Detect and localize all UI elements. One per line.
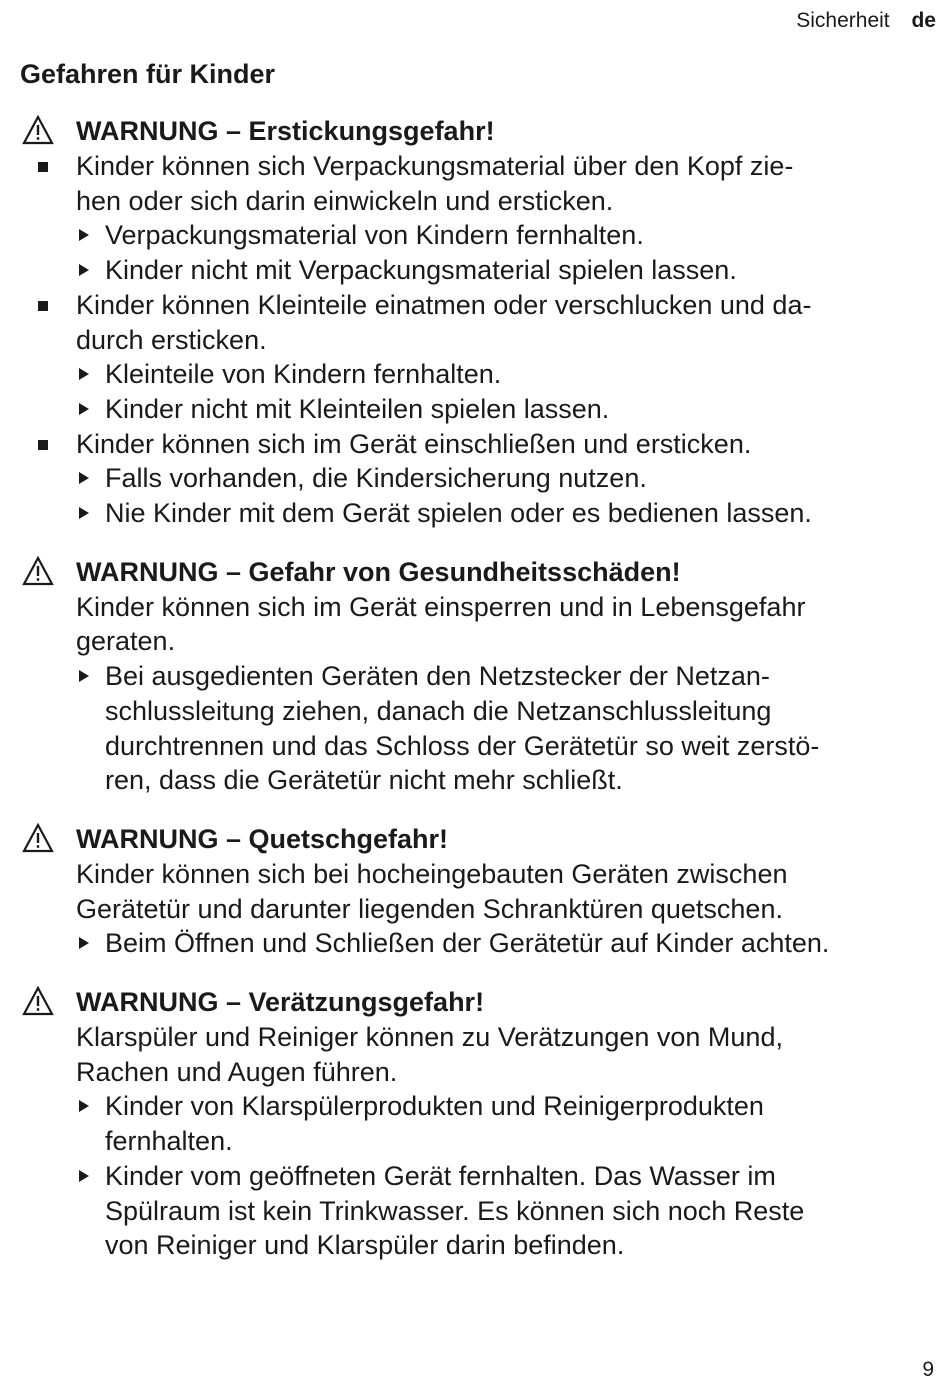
warning-description [0, 590, 950, 659]
bullet-item [0, 149, 950, 218]
arrow-right-icon [79, 670, 89, 682]
warning-heading [0, 113, 950, 149]
text-line: Kleinteile von Kindern fernhalten. [105, 359, 502, 390]
warning-description [0, 857, 950, 926]
warning-heading [0, 554, 950, 590]
text-line: fernhalten. [105, 1126, 233, 1157]
text-line: Kinder nicht mit Kleinteilen spielen lassen. [105, 393, 610, 424]
text-line: Kinder können sich im Gerät einsperren und in Lebensgefahr [76, 591, 806, 622]
action-step [0, 461, 950, 496]
warning-heading [0, 984, 950, 1020]
page-number: 9 [922, 1358, 934, 1381]
section-label: Sicherheit [796, 9, 890, 32]
text-line: Falls vorhanden, die Kindersicherung nutzen. [105, 463, 647, 494]
arrow-right-icon [79, 229, 89, 241]
action-step [0, 659, 950, 798]
arrow-right-icon [79, 1170, 89, 1182]
action-step [0, 218, 950, 253]
text-line: geraten. [76, 626, 176, 657]
warning-description [0, 1020, 950, 1089]
warning-block [0, 821, 950, 961]
square-bullet-icon [38, 162, 48, 172]
text-line: Bei ausgedienten Geräten den Netzstecker der Netzan- [105, 661, 770, 692]
warning-heading-text: WARNUNG – Erstickungsgefahr! [76, 116, 495, 146]
action-step [0, 1089, 950, 1158]
bullet-item [0, 427, 950, 462]
action-step [0, 357, 950, 392]
text-line: hen oder sich darin einwickeln und ersticken. [76, 185, 614, 216]
text-line: Kinder vom geöffneten Gerät fernhalten. Das Wasser im [105, 1160, 776, 1191]
action-step [0, 253, 950, 288]
text-line: Beim Öffnen und Schließen der Gerätetür auf Kinder achten. [105, 928, 830, 959]
warning-heading-text: WARNUNG – Gefahr von Gesundheitsschäden! [76, 556, 681, 587]
warning-block [0, 984, 950, 1263]
square-bullet-icon [38, 440, 48, 450]
text-line: durch ersticken. [76, 324, 267, 355]
bullet-item [0, 288, 950, 357]
text-line: Kinder von Klarspülerprodukten und Reinigerprodukten [105, 1091, 764, 1122]
warning-triangle-icon [22, 115, 54, 145]
warning-heading-text: WARNUNG – Quetschgefahr! [76, 823, 449, 854]
arrow-right-icon [79, 403, 89, 415]
warning-block [0, 113, 950, 531]
action-step [0, 496, 950, 531]
text-line: Nie Kinder mit dem Gerät spielen oder es bedienen lassen. [105, 498, 812, 529]
text-line: Kinder können Kleinteile einatmen oder verschlucken und da- [76, 289, 812, 320]
warnings-content [0, 113, 950, 1286]
text-line: Kinder können sich im Gerät einschließen und ersticken. [76, 428, 752, 459]
page-title: Gefahren für Kinder [20, 59, 276, 89]
text-line: von Reiniger und Klarspüler darin befinden. [105, 1230, 625, 1261]
warning-triangle-icon [22, 823, 54, 853]
square-bullet-icon [38, 301, 48, 311]
text-line: durchtrennen und das Schloss der Gerätetür so weit zerstö- [105, 730, 820, 761]
text-line: Kinder können sich bei hocheingebauten Geräten zwischen [76, 858, 788, 889]
text-line: Rachen und Augen führen. [76, 1056, 398, 1087]
arrow-right-icon [79, 368, 89, 380]
warning-triangle-icon [22, 986, 54, 1016]
arrow-right-icon [79, 507, 89, 519]
language-label: de [911, 9, 936, 32]
action-step [0, 392, 950, 427]
warning-heading [0, 821, 950, 857]
warning-block [0, 554, 950, 798]
text-line: Kinder können sich Verpackungsmaterial über den Kopf zie- [76, 151, 794, 181]
arrow-right-icon [79, 1100, 89, 1112]
text-line: Gerätetür und darunter liegenden Schranktüren quetschen. [76, 893, 783, 924]
text-line: Verpackungsmaterial von Kindern fernhalten. [105, 220, 644, 251]
text-line: ren, dass die Gerätetür nicht mehr schließt. [105, 765, 623, 796]
arrow-right-icon [79, 264, 89, 276]
text-line: schlussleitung ziehen, danach die Netzanschlussleitung [105, 695, 772, 726]
action-step [0, 926, 950, 961]
warning-heading-text: WARNUNG – Verätzungsgefahr! [76, 987, 485, 1018]
text-line: Kinder nicht mit Verpackungsmaterial spielen lassen. [105, 255, 737, 286]
text-line: Klarspüler und Reiniger können zu Verätzungen von Mund, [76, 1022, 783, 1053]
warning-triangle-icon [22, 556, 54, 586]
arrow-right-icon [79, 472, 89, 484]
text-line: Spülraum ist kein Trinkwasser. Es können sich noch Reste [105, 1195, 805, 1226]
page-header [796, 8, 936, 34]
arrow-right-icon [79, 937, 89, 949]
action-step [0, 1159, 950, 1263]
